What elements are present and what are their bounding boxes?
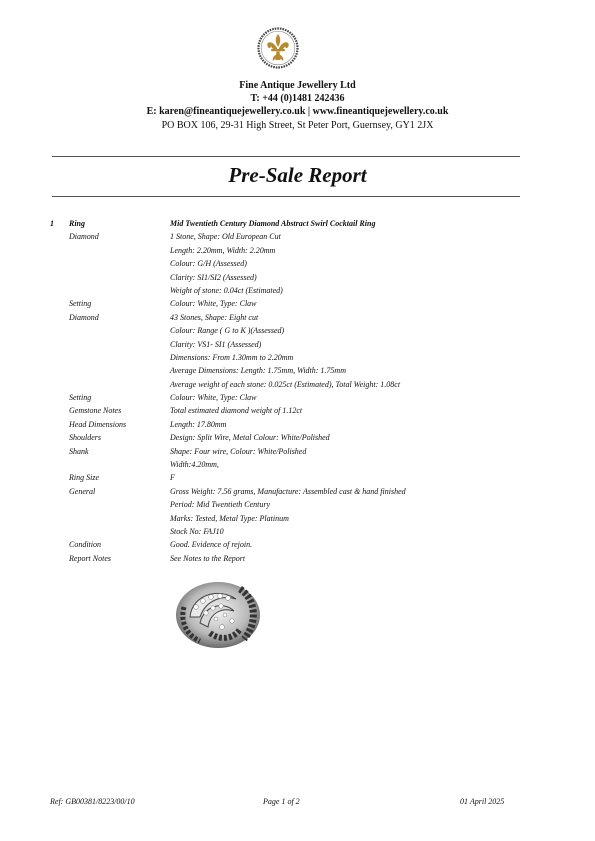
fleur-de-lis-logo-icon	[257, 27, 299, 69]
report-row	[0, 498, 595, 511]
report-row	[0, 538, 595, 551]
row-value: Clarity: SI1/SI2 (Assessed)	[170, 272, 257, 282]
row-value: Mid Twentieth Century Diamond Abstract Swirl Cocktail Ring	[170, 219, 376, 228]
page-title: Pre-Sale Report	[228, 163, 367, 187]
report-row	[0, 512, 595, 525]
row-value: Width:4.20mm,	[170, 460, 219, 470]
report-row	[0, 485, 595, 498]
report-row	[0, 458, 595, 471]
company-address: PO BOX 106, 29-31 High Street, St Peter Port, Guernsey, GY1 2JX	[161, 120, 434, 131]
report-row	[0, 271, 595, 284]
report-row	[0, 324, 595, 337]
row-value: See Notes to the Report	[170, 553, 246, 563]
report-row	[0, 391, 595, 404]
report-row	[0, 244, 595, 257]
row-label: Setting	[69, 393, 92, 403]
row-value: Weight of stone: 0.04ct (Estimated)	[170, 285, 283, 295]
row-value: Average Dimensions: Length: 1.75mm, Width: 1.75mm	[170, 366, 346, 376]
report-row	[0, 404, 595, 417]
row-value: Design: Split Wire, Metal Colour: White/Polished	[170, 433, 330, 443]
report-row	[0, 351, 595, 364]
report-details	[0, 217, 595, 565]
row-value: Total estimated diamond weight of 1.12ct	[170, 406, 303, 416]
report-row	[0, 338, 595, 351]
report-row	[0, 418, 595, 431]
row-label: Shank	[69, 446, 89, 456]
row-value: Colour: G/H (Assessed)	[170, 259, 247, 269]
row-value: Clarity: VS1- SI1 (Assessed)	[170, 339, 262, 349]
company-name: Fine Antique Jewellery Ltd	[239, 80, 356, 91]
report-row	[0, 217, 595, 230]
header-divider	[52, 156, 520, 157]
report-row	[0, 364, 595, 377]
report-row	[0, 311, 595, 324]
row-value: F	[170, 473, 175, 483]
item-number: 1	[50, 219, 54, 228]
row-label: Diamond	[69, 232, 99, 242]
row-value: Gross Weight: 7.56 grams, Manufacture: Assembled cast & hand finished	[170, 486, 406, 496]
row-label: Setting	[69, 299, 92, 309]
ring-photo	[170, 577, 266, 652]
row-value: Colour: Range ( G to K )(Assessed)	[170, 326, 285, 336]
report-row	[0, 257, 595, 270]
company-phone: T: +44 (0)1481 242436	[250, 93, 345, 104]
report-row	[0, 230, 595, 243]
row-label: Diamond	[69, 312, 99, 322]
report-row	[0, 431, 595, 444]
row-label: Gemstone Notes	[69, 406, 122, 416]
row-value: Period: Mid Twentieth Century	[170, 500, 271, 510]
footer-reference: Ref: GB00381/8223/00/10	[50, 797, 135, 806]
report-row	[0, 284, 595, 297]
row-label: General	[69, 486, 96, 496]
row-label: Shoulders	[69, 433, 101, 443]
row-value: Average weight of each stone: 0.025ct (Estimated), Total Weight: 1.08ct	[170, 379, 401, 389]
row-value: 43 Stones, Shape: Eight cut	[170, 312, 259, 322]
row-label: Condition	[69, 540, 102, 550]
company-email-website: E: karen@fineantiquejewellery.co.uk | www.fineantiquejewellery.co.uk	[146, 106, 449, 117]
report-row	[0, 552, 595, 565]
row-value: Marks: Tested, Metal Type: Platinum	[170, 513, 289, 523]
title-divider	[52, 196, 520, 197]
row-value: Shape: Four wire, Colour: White/Polished	[170, 446, 307, 456]
report-row	[0, 445, 595, 458]
row-value: Dimensions: From 1.30mm to 2.20mm	[170, 352, 294, 362]
row-value: Colour: White, Type: Claw	[170, 299, 257, 309]
report-row	[0, 471, 595, 484]
row-value: Length: 17.80mm	[170, 419, 227, 429]
row-value: Stock No: FAJ10	[170, 526, 224, 536]
row-value: Good. Evidence of rejoin.	[170, 540, 253, 550]
report-row	[0, 297, 595, 310]
footer-page-number: Page 1 of 2	[263, 797, 300, 806]
row-label: Ring	[69, 219, 86, 228]
report-row	[0, 525, 595, 538]
row-label: Ring Size	[69, 473, 99, 483]
row-value: Length: 2.20mm, Width: 2.20mm	[170, 245, 276, 255]
row-value: 1 Stone, Shape: Old European Cut	[170, 232, 281, 242]
footer-date: 01 April 2025	[460, 797, 505, 806]
report-row	[0, 378, 595, 391]
row-value: Colour: White, Type: Claw	[170, 393, 257, 403]
row-label: Report Notes	[69, 553, 111, 563]
row-label: Head Dimensions	[69, 419, 127, 429]
